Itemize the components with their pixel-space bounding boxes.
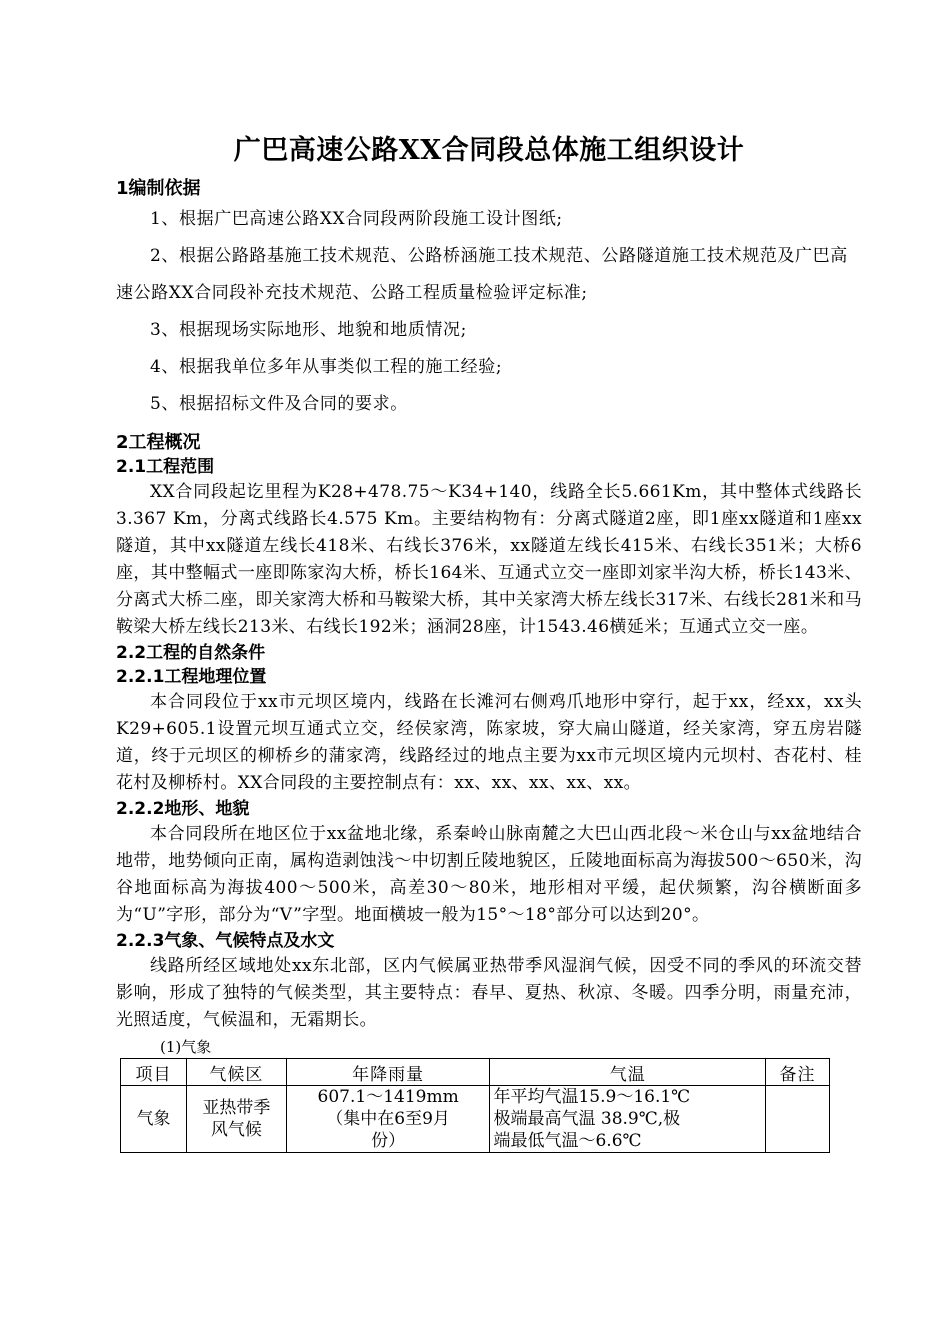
table-header-cell: 年降雨量 xyxy=(286,1059,490,1086)
zone-line: 亚热带季 xyxy=(202,1098,271,1118)
table-header-cell: 项目 xyxy=(121,1059,187,1086)
basis-item-4: 4、根据我单位多年从事类似工程的施工经验; xyxy=(150,357,503,377)
section-2-heading: 2工程概况 xyxy=(116,432,201,453)
table-header-cell: 备注 xyxy=(766,1059,830,1086)
basis-item-5: 5、根据招标文件及合同的要求。 xyxy=(150,394,408,414)
table-caption: (1)气象 xyxy=(160,1038,212,1056)
table-header-row xyxy=(121,1059,830,1086)
table-cell-temperature xyxy=(490,1086,766,1153)
temperature-line: 端最低气温～6.6℃ xyxy=(493,1131,642,1151)
section-2-2-1-heading: 2.2.1工程地理位置 xyxy=(116,667,267,687)
section-2-1-text: XX合同段起讫里程为K28+478.75～K34+140，线路全长5.661Km，其中整体式线路长3.367 Km，分离式线路长4.575 Km。主要结构物有：分离式隧道2座，即1座xx隧道和1座xx隧道，其中xx隧道左线长418米、右线长376米，xx隧道左线长415米、右线长351米；大桥6座，其中整幅式一座即陈家沟大桥，桥长164米、互通式立交一座即刘家半沟大桥，桥长143米、分离式大桥二座，即关家湾大桥和马鞍梁大桥，其中关家湾大桥左线长317米、右线长281米和马鞍梁大桥左线长213米、右线长192米；涵洞28座，计1543.46横延米；互通式立交一座。 xyxy=(116,482,862,637)
table-cell-rainfall xyxy=(286,1086,490,1153)
basis-item-1: 1、根据广巴高速公路XX合同段两阶段施工设计图纸; xyxy=(150,209,563,229)
section-2-2-3-text: 线路所经区域地处xx东北部，区内气候属亚热带季风湿润气候，因受不同的季风的环流交替影响，形成了独特的气候类型，其主要特点：春早、夏热、秋凉、冬暖。四季分明，雨量充沛，光照适度，气候温和，无霜期长。 xyxy=(116,956,862,1030)
basis-item-2: 2、根据公路路基施工技术规范、公路桥涵施工技术规范、公路隧道施工技术规范及广巴高速公路XX合同段补充技术规范、公路工程质量检验评定标准; xyxy=(116,246,848,303)
document-page xyxy=(116,128,862,1153)
section-1-heading: 1编制依据 xyxy=(116,178,201,199)
zone-line: 风气候 xyxy=(210,1120,262,1140)
table-row xyxy=(121,1086,830,1153)
section-2-2-2-text: 本合同段所在地区位于xx盆地北缘，系秦岭山脉南麓之大巴山西北段～米仓山与xx盆地结合地带，地势倾向正南，属构造剥蚀浅～中切割丘陵地貌区，丘陵地面标高为海拔500～650米，沟谷地面标高为海拔400～500米，高差30～80米，地形相对平缓，起伏频繁，沟谷横断面多为“U”字形，部分为“V”字型。地面横坡一般为15°～18°部分可以达到20°。 xyxy=(116,824,862,925)
section-2-2-2-heading: 2.2.2地形、地貌 xyxy=(116,799,250,819)
table-cell-zone xyxy=(186,1086,286,1153)
document-title: 广巴高速公路XX合同段总体施工组织设计 xyxy=(233,135,745,166)
rainfall-line: 607.1～1419mm xyxy=(317,1087,459,1107)
section-2-2-3-heading: 2.2.3气象、气候特点及水文 xyxy=(116,931,335,951)
temperature-line: 极端最高气温 38.9℃,极 xyxy=(493,1109,681,1129)
rainfall-line: 份） xyxy=(371,1131,406,1151)
section-2-2-1-text: 本合同段位于xx市元坝区境内，线路在长滩河右侧鸡爪地形中穿行，起于xx，经xx，xx头K29+605.1设置元坝互通式立交，经侯家湾，陈家坡，穿大扁山隧道，经关家湾，穿五房岩隧道，终于元坝区的柳桥乡的蒲家湾，线路经过的地点主要为xx市元坝区境内元坝村、杏花村、桂花村及柳桥村。XX合同段的主要控制点有：xx、xx、xx、xx、xx。 xyxy=(116,692,862,793)
section-2-2-heading: 2.2工程的自然条件 xyxy=(116,643,266,663)
table-cell-item: 气象 xyxy=(121,1086,187,1153)
basis-item-3: 3、根据现场实际地形、地貌和地质情况; xyxy=(150,320,467,340)
climate-table xyxy=(120,1058,830,1153)
temperature-line: 年平均气温15.9～16.1℃ xyxy=(493,1087,691,1107)
table-header-cell: 气候区 xyxy=(186,1059,286,1086)
table-cell-note xyxy=(766,1086,830,1153)
rainfall-line: （集中在6至9月 xyxy=(326,1109,450,1129)
table-header-cell: 气温 xyxy=(490,1059,766,1086)
section-2-1-heading: 2.1工程范围 xyxy=(116,457,215,477)
